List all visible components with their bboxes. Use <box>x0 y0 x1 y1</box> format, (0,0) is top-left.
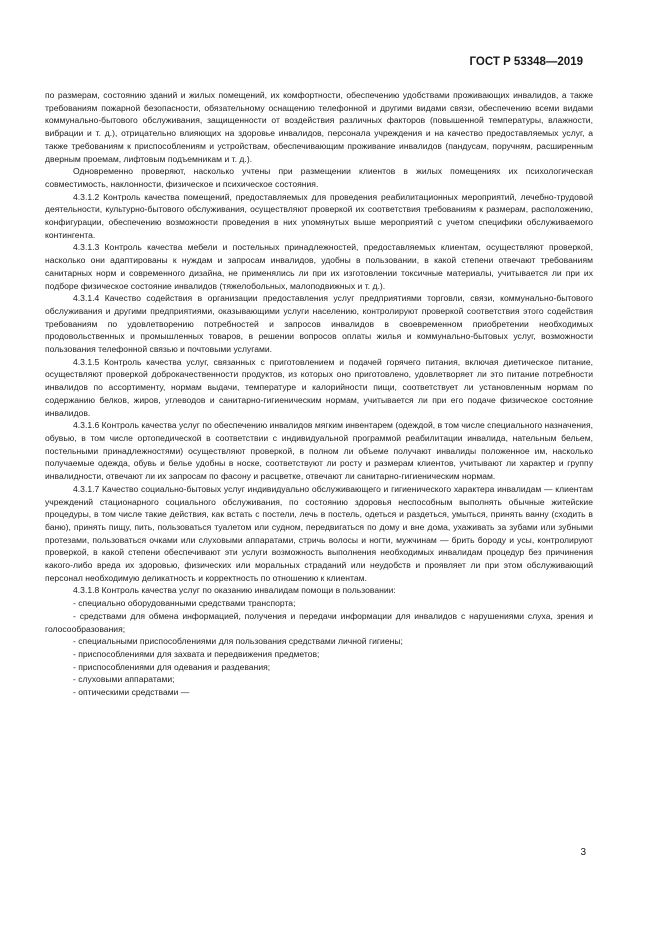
paragraph: Одновременно проверяют, насколько учтены при размещении клиентов в жилых помещениях их психологическая совместимость, наклонности, физическое и психическое состояния. <box>45 166 593 189</box>
clause-4-3-1-4: 4.3.1.4 Качество содействия в организации предоставления услуг предприятиями торговли, связи, коммунально-бытового обслуживания и другими предприятиями, оказывающими услуги населению, контролируют проверкой соответствия этого содействия требованиям по удовлетворению потребностей и запросов инвалидов в своевременном приобретении необходимых продовольственных и промышленных товаров, в решении вопросов оплаты жилья и коммунально-бытовых услуг, возможности пользования телефонной связью и почтовыми услугами. <box>45 293 593 355</box>
list-item: - специальными приспособлениями для пользования средствами личной гигиены; <box>73 636 403 647</box>
list-item: - оптическими средствами — <box>73 687 190 698</box>
list-item: - приспособлениями для захвата и передвижения предметов; <box>73 648 320 659</box>
clause-4-3-1-8: 4.3.1.8 Контроль качества услуг по оказанию инвалидам помощи в пользовании: <box>73 585 396 596</box>
list-item: - слуховыми аппаратами; <box>73 674 175 685</box>
list-item: - специально оборудованными средствами транспорта; <box>73 598 296 609</box>
paragraph-continuation: по размерам, состоянию зданий и жилых помещений, их комфортности, обеспечению удобствами проживающих инвалидов, а также требованиям пожарной безопасности, обязательному оснащению телефонной и другими видами связи, обеспечению всеми видами коммунально-бытового обслуживания, защищенности от воздействия различных факторов (повышенной температуры, влажности, вибрации и т. д.), отрицательно влияющих на здоровье инвалидов, персонала учреждения и на качество предоставляемых услуг, а также требованиям к приспособлениям и устройствам, обеспечивающим проживание инвалидов (пандусам, поручням, расширенным дверным проемам, лифтовым подъемникам и т. д.). <box>45 90 593 164</box>
clause-4-3-1-6: 4.3.1.6 Контроль качества услуг по обеспечению инвалидов мягким инвентарем (одеждой, в том числе специального назначения, обувью, в том числе ортопедической в соответствии с индивидуальной программой реабилитации инвалида, нательным бельем, постельными принадлежностями) осуществляют проверкой, в полном ли объеме получают инвалиды положенное им, насколько получаемые одежда, обувь и белье удобны в носке, соответствуют ли росту и размерам клиентов, учитывают ли характер и группу инвалидности, отвечают ли их запросам по фасону и расцветке, отвечают ли санитарно-гигиеническим нормам. <box>45 420 593 482</box>
clause-4-3-1-3: 4.3.1.3 Контроль качества мебели и постельных принадлежностей, предоставляемых клиентам, осуществляют проверкой, насколько они адаптированы к нуждам и запросам инвалидов, удобны в пользовании, в какой степени отвечают требованиям санитарных норм и современного дизайна, не применялись ли при их изготовлении токсичные материалы, учитывается ли при их подборе физическое состояние инвалидов (тяжелобольных, малоподвижных и т. д.). <box>45 242 593 291</box>
document-body <box>45 89 593 699</box>
list-item: - средствами для обмена информацией, получения и передачи информации для инвалидов с нарушениями слуха, зрения и голосообразования; <box>45 610 593 634</box>
clause-4-3-1-2: 4.3.1.2 Контроль качества помещений, предоставляемых для проведения реабилитационных мероприятий, лечебно-трудовой деятельности, культурно-бытового обслуживания, осуществляют проверкой их соответствия требованиям к размерам, расположению, конфигурации, обеспечению возможности проведения в них упомянутых выше мероприятий с учетом специфики обслуживаемого контингента. <box>45 191 593 240</box>
clause-4-3-1-7: 4.3.1.7 Качество социально-бытовых услуг индивидуально обслуживающего и гигиенического характера инвалидам — клиентам учреждений стационарного социального обслуживания, по состоянию здоровья неспособным выполнять обычные житейские процедуры, в том числе такие действия, как встать с постели, лечь в постель, одеться и раздеться, умыться, принять ванну (сходить в баню), принять пищу, пить, пользоваться туалетом или судном, передвигаться по дому и вне дома, ухаживать за зубами или зубными протезами, пользоваться очками или слуховыми аппаратами, стричь волосы и ногти, мужчинам — брить бороду и усы, контролируют проверкой, в какой степени обеспечивают эти услуги возможность выполнения необходимых инвалидам процедур без причинения какого-либо вреда их здоровью, физических или моральных страданий или неудобств и проявляет ли при этом обслуживающий персонал необходимую деликатность и корректность по отношению к клиентам. <box>45 483 593 583</box>
page-number: 3 <box>580 847 586 858</box>
list-item: - приспособлениями для одевания и раздевания; <box>73 661 271 672</box>
clause-4-3-1-5: 4.3.1.5 Контроль качества услуг, связанных с приготовлением и подачей горячего питания, включая диетическое питание, осуществляют проверкой доброкачественности продуктов, из которых оно приготовлено, удовлетворяет ли это питание потребности инвалидов по ассортименту, нормам выдачи, температуре и калорийности пищи, соответствует ли установленным нормам по содержанию белков, жиров, углеводов и санитарно-гигиеническим нормам, учитывается ли при его подаче физическое состояние инвалидов. <box>45 356 593 418</box>
document-header: ГОСТ Р 53348—2019 <box>469 56 583 68</box>
